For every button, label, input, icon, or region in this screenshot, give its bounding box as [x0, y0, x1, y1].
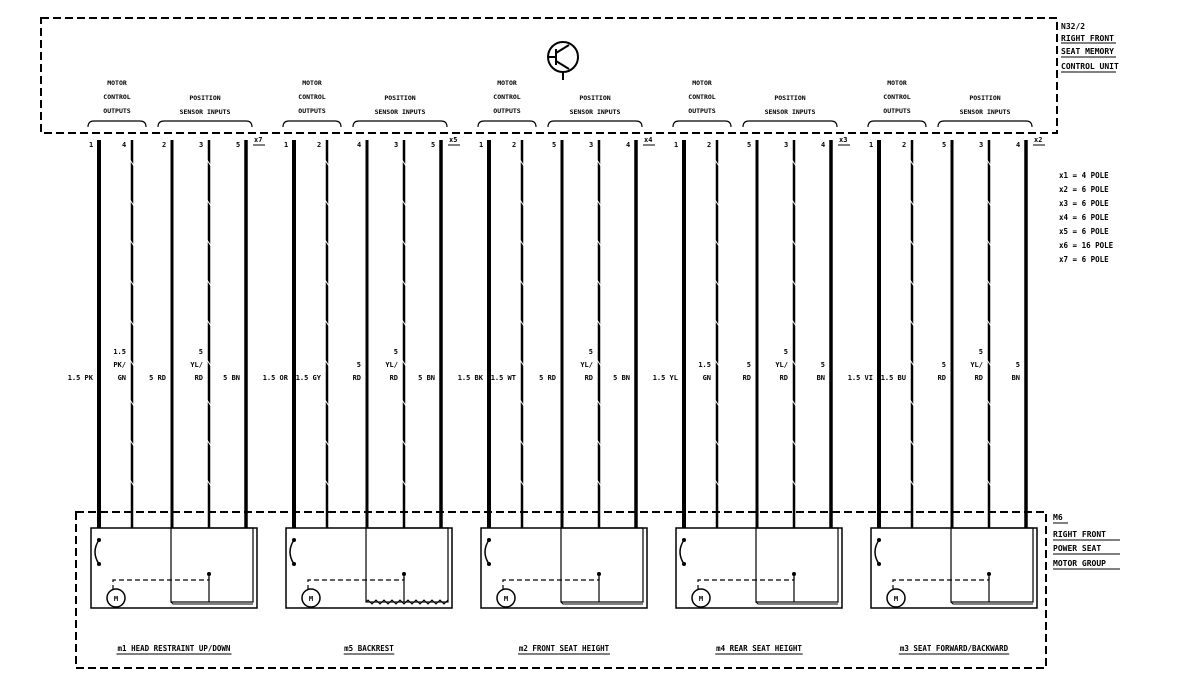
header-motor-line2: CONTROL — [298, 93, 326, 101]
legend-x3: x3 = 6 POLE — [1059, 199, 1109, 208]
pin-number: 4 — [357, 141, 362, 149]
motor-label: m1 HEAD RESTRAINT UP/DOWN — [117, 644, 231, 653]
wire-color-label: 5 BN — [223, 374, 240, 382]
header-motor-line2: CONTROL — [883, 93, 911, 101]
wire-color-label: 5 — [393, 348, 398, 356]
header-sensor-line1: POSITION — [969, 94, 1001, 102]
wire-color-label: 1.5 WT — [490, 374, 516, 382]
motor-label: m5 BACKREST — [344, 644, 394, 653]
bracket-motor — [88, 121, 146, 127]
control-unit-name-line1: RIGHT FRONT — [1061, 34, 1114, 43]
control-unit-name-line2: SEAT MEMORY — [1061, 47, 1114, 56]
wire-color-label: 1.5 BK — [457, 374, 483, 382]
wire-color-label: 5 — [198, 348, 203, 356]
module-x5 — [263, 79, 460, 654]
svg-text:M: M — [698, 595, 704, 603]
wire-color-label: RD — [584, 374, 593, 382]
wire-color-label: RD — [352, 374, 361, 382]
pin-number: 1 — [869, 141, 874, 149]
wire-color-label: 1.5 VI — [847, 374, 873, 382]
limit-switch-icon — [680, 540, 684, 564]
wire-color-label: YL/ — [970, 361, 983, 369]
header-sensor-line2: SENSOR INPUTS — [959, 108, 1011, 116]
pin-number: 4 — [626, 141, 631, 149]
motor-group-name-line2: POWER SEAT — [1053, 544, 1102, 553]
wire-color-label: 1.5 OR — [262, 374, 288, 382]
wire-color-label: GN — [702, 374, 711, 382]
wire-color-label: RD — [974, 374, 983, 382]
bracket-motor — [478, 121, 536, 127]
pin-number: 1 — [479, 141, 484, 149]
connector-label: x5 — [449, 136, 458, 144]
pin-number: 5 — [552, 141, 557, 149]
pin-number: 3 — [199, 141, 204, 149]
legend-x7: x7 = 6 POLE — [1059, 255, 1109, 264]
header-sensor-line1: POSITION — [384, 94, 416, 102]
wire-color-label: 5 — [1015, 361, 1020, 369]
module-x2 — [848, 79, 1045, 654]
header-sensor-line2: SENSOR INPUTS — [569, 108, 621, 116]
pin-number: 4 — [821, 141, 826, 149]
wire-color-label: RD — [937, 374, 946, 382]
bracket-motor — [868, 121, 926, 127]
header-motor-line3: OUTPUTS — [103, 107, 131, 115]
bracket-sensor — [938, 121, 1032, 127]
motor-group-name-line3: MOTOR GROUP — [1053, 559, 1106, 568]
wire-color-label: 5 BN — [418, 374, 435, 382]
pin-number: 2 — [512, 141, 517, 149]
wire-color-label: RD — [742, 374, 751, 382]
header-motor-line3: OUTPUTS — [298, 107, 326, 115]
connector-label: x2 — [1034, 136, 1043, 144]
header-motor-line2: CONTROL — [688, 93, 716, 101]
pin-number: 4 — [122, 141, 127, 149]
control-unit-title — [1061, 22, 1119, 72]
motor-group-title — [1053, 513, 1120, 569]
pin-number: 5 — [942, 141, 947, 149]
connector-label: x7 — [254, 136, 263, 144]
module-x7 — [68, 79, 265, 654]
module-x4 — [458, 79, 655, 654]
wire-color-label: YL/ — [190, 361, 203, 369]
bracket-motor — [673, 121, 731, 127]
connector-label: x4 — [644, 136, 653, 144]
wire-color-label: RD — [779, 374, 788, 382]
bracket-sensor — [158, 121, 252, 127]
wire-color-label: 5 RD — [149, 374, 166, 382]
motor-label: m4 REAR SEAT HEIGHT — [716, 644, 802, 653]
connector-label: x3 — [839, 136, 848, 144]
pin-number: 5 — [747, 141, 752, 149]
bracket-sensor — [353, 121, 447, 127]
limit-switch-icon — [485, 540, 489, 564]
pin-number: 1 — [89, 141, 94, 149]
pin-number: 3 — [589, 141, 594, 149]
wire-color-label: 5 — [746, 361, 751, 369]
wire-color-label: YL/ — [775, 361, 788, 369]
wire-color-label: 5 — [820, 361, 825, 369]
bracket-sensor — [743, 121, 837, 127]
wire-color-label: 5 RD — [539, 374, 556, 382]
motor-group-name-line1: RIGHT FRONT — [1053, 530, 1106, 539]
header-sensor-line2: SENSOR INPUTS — [179, 108, 231, 116]
modules-layer — [68, 79, 1045, 654]
legend-x5: x5 = 6 POLE — [1059, 227, 1109, 236]
header-motor-line2: CONTROL — [493, 93, 521, 101]
wire-color-label: 1.5 PK — [67, 374, 93, 382]
header-motor-line1: MOTOR — [497, 79, 517, 87]
wire-color-label: 5 — [356, 361, 361, 369]
header-sensor-line1: POSITION — [774, 94, 806, 102]
legend-x2: x2 = 6 POLE — [1059, 185, 1109, 194]
svg-text:M: M — [113, 595, 119, 603]
control-unit-code: N32/2 — [1061, 22, 1086, 31]
legend-x6: x6 = 16 POLE — [1059, 241, 1114, 250]
wire-color-label: 5 — [588, 348, 593, 356]
connector-legend — [1059, 171, 1114, 264]
wire-color-label: YL/ — [580, 361, 593, 369]
motor-label: m3 SEAT FORWARD/BACKWARD — [899, 644, 1009, 653]
transistor-symbol-icon — [548, 42, 578, 80]
pin-number: 2 — [162, 141, 167, 149]
wire-color-label: 1.5 YL — [652, 374, 678, 382]
wire-color-label: 1.5 GY — [295, 374, 321, 382]
pin-number: 5 — [236, 141, 241, 149]
header-motor-line1: MOTOR — [692, 79, 712, 87]
header-sensor-line1: POSITION — [189, 94, 221, 102]
header-motor-line1: MOTOR — [107, 79, 127, 87]
header-motor-line3: OUTPUTS — [883, 107, 911, 115]
svg-text:M: M — [503, 595, 509, 603]
pin-number: 3 — [784, 141, 789, 149]
wire-color-label: RD — [194, 374, 203, 382]
limit-switch-icon — [95, 540, 99, 564]
motor-icon — [302, 589, 320, 607]
header-motor-line2: CONTROL — [103, 93, 131, 101]
pin-number: 2 — [317, 141, 322, 149]
motor-icon — [692, 589, 710, 607]
wire-color-label: BN — [816, 374, 825, 382]
header-motor-line3: OUTPUTS — [493, 107, 521, 115]
pin-number: 4 — [1016, 141, 1021, 149]
wire-color-label: 1.5 — [698, 361, 711, 369]
wire-color-label: BN — [1011, 374, 1020, 382]
module-x3 — [653, 79, 850, 654]
motor-icon — [107, 589, 125, 607]
legend-x4: x4 = 6 POLE — [1059, 213, 1109, 222]
header-sensor-line2: SENSOR INPUTS — [764, 108, 816, 116]
wire-color-label: 5 — [783, 348, 788, 356]
limit-switch-icon — [875, 540, 879, 564]
legend-x1: x1 = 4 POLE — [1059, 171, 1109, 180]
motor-group-code: M6 — [1053, 513, 1063, 522]
wire-color-label: RD — [389, 374, 398, 382]
motor-icon — [887, 589, 905, 607]
svg-text:M: M — [893, 595, 899, 603]
header-sensor-line1: POSITION — [579, 94, 611, 102]
control-unit-name-line3: CONTROL UNIT — [1061, 62, 1119, 71]
pin-number: 2 — [902, 141, 907, 149]
header-sensor-line2: SENSOR INPUTS — [374, 108, 426, 116]
pin-number: 3 — [979, 141, 984, 149]
motor-label: m2 FRONT SEAT HEIGHT — [518, 644, 610, 653]
pin-number: 1 — [674, 141, 679, 149]
wire-color-label: 5 — [978, 348, 983, 356]
pin-number: 5 — [431, 141, 436, 149]
wire-color-label: 1.5 — [113, 348, 126, 356]
wire-color-label: GN — [117, 374, 126, 382]
header-motor-line1: MOTOR — [887, 79, 907, 87]
pin-number: 1 — [284, 141, 289, 149]
header-motor-line3: OUTPUTS — [688, 107, 716, 115]
wire-color-label: 5 — [941, 361, 946, 369]
wire-color-label: 5 BN — [613, 374, 630, 382]
limit-switch-icon — [290, 540, 294, 564]
pin-number: 3 — [394, 141, 399, 149]
pin-number: 2 — [707, 141, 712, 149]
wire-color-label: YL/ — [385, 361, 398, 369]
wire-color-label: PK/ — [113, 361, 126, 369]
motor-icon — [497, 589, 515, 607]
header-motor-line1: MOTOR — [302, 79, 322, 87]
bracket-sensor — [548, 121, 642, 127]
svg-text:M: M — [308, 595, 314, 603]
wire-color-label: 1.5 BU — [880, 374, 906, 382]
bracket-motor — [283, 121, 341, 127]
